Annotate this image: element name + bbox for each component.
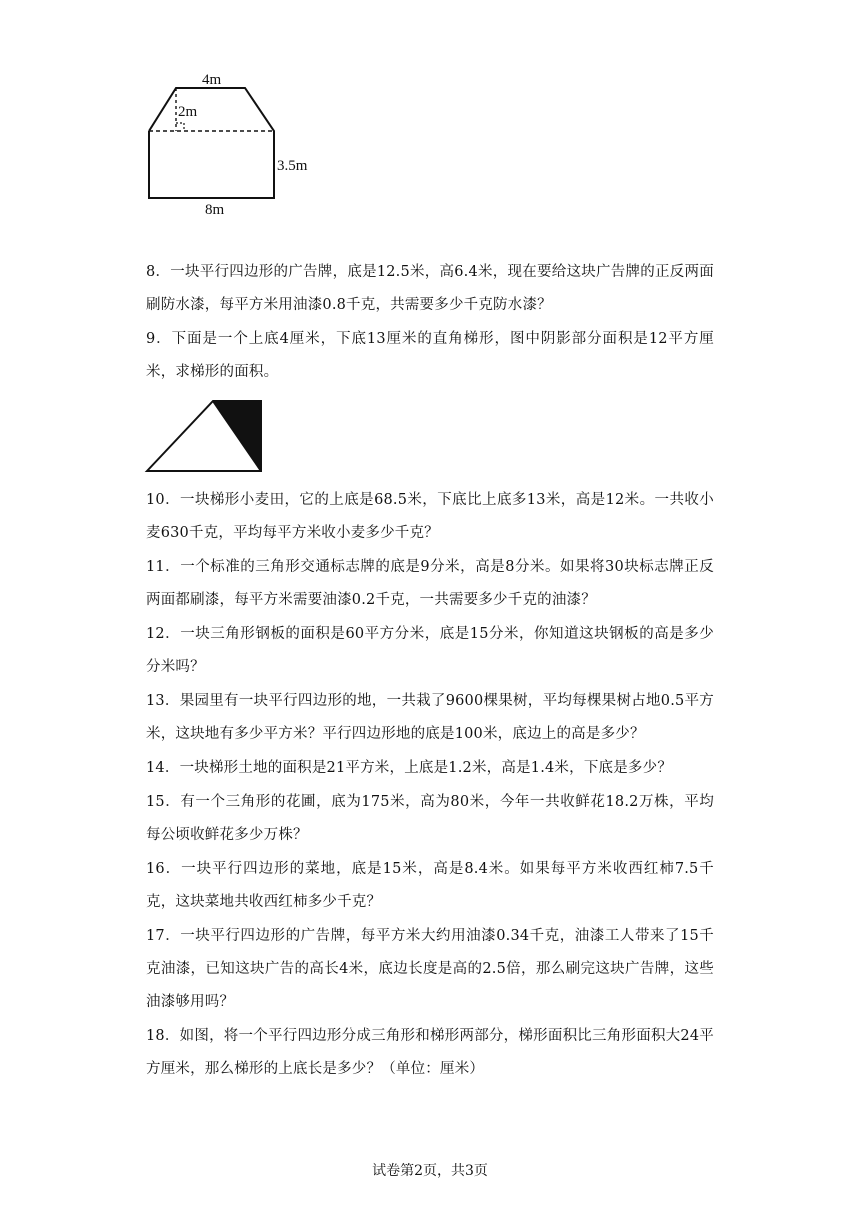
- question-10: [146, 484, 714, 550]
- question-14: [146, 752, 714, 785]
- figure-right-trapezoid: [144, 398, 266, 474]
- question-11: [146, 551, 714, 617]
- question-number: 10．: [146, 492, 181, 508]
- question-16: [146, 853, 714, 919]
- figure1-outline: [149, 88, 274, 198]
- question-text: 一块三角形钢板的面积是60平方分米，底是15分米，你知道这块钢板的高是多少分米吗？: [146, 626, 714, 675]
- question-15: [146, 786, 714, 852]
- question-12: [146, 618, 714, 684]
- question-9: [146, 323, 714, 389]
- question-number: 12．: [146, 626, 181, 642]
- question-text: 一块平行四边形的广告牌，底是12.5米，高6.4米，现在要给这块广告牌的正反两面刷防水漆，每平方米用油漆0.8千克，共需要多少千克防水漆？: [146, 264, 714, 313]
- question-number: 16．: [146, 861, 182, 877]
- question-number: 15．: [146, 794, 181, 810]
- question-number: 18．: [146, 1028, 180, 1044]
- question-text: 有一个三角形的花圃，底为175米，高为80米，今年一共收鲜花18.2万株，平均每公顷收鲜花多少万株？: [146, 794, 714, 843]
- question-8: [146, 256, 714, 322]
- question-13: [146, 685, 714, 751]
- question-number: 8．: [146, 264, 171, 280]
- figure1-bottom-label: 8m: [205, 202, 225, 218]
- question-number: 17．: [146, 928, 181, 944]
- figure-trapezoid-rectangle: [140, 70, 340, 220]
- figure1-top-label: 4m: [202, 72, 222, 88]
- figure1-side-label: 3.5m: [277, 158, 308, 174]
- question-text: 果园里有一块平行四边形的地，一共栽了9600棵果树，平均每棵果树占地0.5平方米，这块地有多少平方米？平行四边形地的底是100米，底边上的高是多少？: [146, 693, 714, 742]
- question-text: 下面是一个上底4厘米，下底13厘米的直角梯形，图中阴影部分面积是12平方厘米，求梯形的面积。: [146, 331, 714, 380]
- question-17: [146, 920, 714, 1019]
- question-text: 一块梯形土地的面积是21平方米，上底是1.2米，高是1.4米，下底是多少？: [179, 760, 673, 776]
- question-number: 11．: [146, 559, 181, 575]
- question-number: 13．: [146, 693, 180, 709]
- question-text: 一个标准的三角形交通标志牌的底是9分米，高是8分米。如果将30块标志牌正反两面都刷漆，每平方米需要油漆0.2千克，一共需要多少千克的油漆？: [146, 559, 714, 608]
- question-text: 一块平行四边形的广告牌，每平方米大约用油漆0.34千克，油漆工人带来了15千克油漆，已知这块广告的高长4米，底边长度是高的2.5倍，那么刷完这块广告牌，这些油漆够用吗？: [146, 928, 714, 1010]
- question-number: 14．: [146, 760, 180, 776]
- figure1-right-angle-mark: [176, 123, 184, 131]
- question-text: 一块平行四边形的菜地，底是15米，高是8.4米。如果每平方米收西红柿7.5千克，这块菜地共收西红柿多少千克？: [146, 861, 714, 910]
- page-footer: 试卷第2页，共3页: [372, 1163, 488, 1179]
- question-text: 一块梯形小麦田，它的上底是68.5米，下底比上底多13米，高是12米。一共收小麦630千克，平均每平方米收小麦多少千克？: [146, 492, 714, 541]
- question-18: [146, 1020, 714, 1086]
- question-text: 如图，将一个平行四边形分成三角形和梯形两部分，梯形面积比三角形面积大24平方厘米，那么梯形的上底长是多少？（单位：厘米）: [146, 1028, 714, 1077]
- question-number: 9．: [146, 331, 172, 347]
- figure1-height-label: 2m: [178, 104, 198, 120]
